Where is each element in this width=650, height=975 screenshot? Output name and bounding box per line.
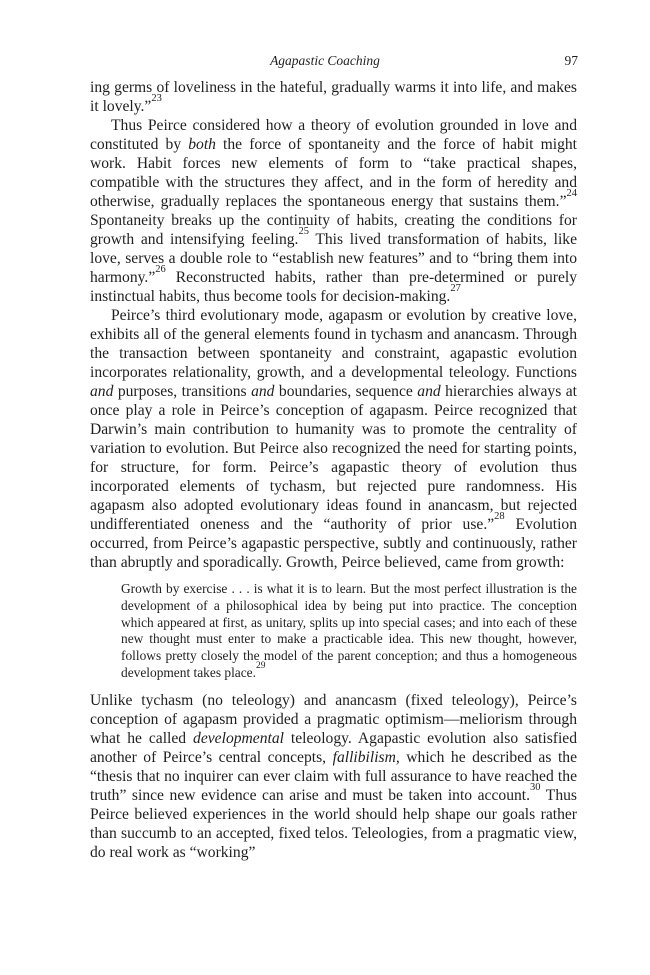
text-run: purposes, transitions <box>113 383 252 400</box>
text-run: the force of spontaneity and the force of habit might work. Habit forces new elements of form to “take practical shapes, compatible with the structures they affect, and in the form of heredity and otherwise, gradually replaces the spontaneous energy that sustains them.” <box>90 136 577 210</box>
text-run: hierarchies always at once play a role in Peirce’s conception of agapasm. Peirce recognized that Darwin’s main contribution to humanity was to promote the centrality of variation to evolution. But Peirce also recognized the need for starting points, for structure, for form. Peirce’s agapastic theory of evolution thus incorporated elements of tychasm, but rejected pure randomness. His agapasm also adopted evolutionary ideas found in anancasm, but rejected undifferentiated oneness and the “authority of prior use.” <box>90 383 577 533</box>
text-run: Evolution occurred, from Peirce’s agapastic perspective, subtly and continuously, rather than abruptly and sporadically. Growth, Peirce believed, came from growth: <box>90 516 578 571</box>
block-quote <box>121 581 577 682</box>
paragraph <box>90 116 577 306</box>
paragraph <box>90 78 577 116</box>
paragraph <box>90 691 577 862</box>
page-number: 97 <box>564 53 578 68</box>
italic-text: and <box>417 383 441 400</box>
italic-text: fallibilism, <box>332 748 400 766</box>
text-run: Thus Peirce believed experiences in the world should help shape our goals rather than succumb to an accepted, fixed telos. Teleologies, from a pragmatic view, do real work as “working” <box>90 786 577 861</box>
text-run: Growth by exercise . . . is what it is to learn. But the most perfect illustration is the development of a philosophical idea by being put into practice. The conception which appeared at first, as unitary, splits up into special cases; and into each of these new thought must enter to make a practicable idea. This new thought, however, follows pretty closely the model of the parent conception; and thus a homogeneous development takes place. <box>121 581 577 680</box>
italic-text: both <box>188 136 216 153</box>
paragraph <box>90 306 577 572</box>
footnote-ref: 26 <box>155 264 166 275</box>
text-run: Spontaneity breaks up the continuity of habits, creating the conditions for growth and intensifying feeling. <box>90 212 577 248</box>
text-run: Reconstructed habits, rather than pre-determined or purely instinctual habits, thus become tools for decision-making. <box>90 269 577 305</box>
running-title: Agapastic Coaching <box>270 53 380 68</box>
running-head <box>0 53 650 71</box>
footnote-ref: 28 <box>494 511 505 522</box>
text-run: Peirce’s third evolutionary mode, agapasm or evolution by creative love, exhibits all of the general elements found in tychasm and anancasm. Through the transaction between spontaneity and constraint, agapastic evolution incorporates relationality, growth, and a developmental teleology. Functions <box>90 307 577 381</box>
footnote-ref: 27 <box>450 283 461 294</box>
footnote-ref: 29 <box>255 660 266 671</box>
text-run: This lived transformation of habits, like love, serves a double role to “establish new features” and to “bring them into harmony.” <box>90 231 577 286</box>
italic-text: and <box>251 383 275 400</box>
text-run: boundaries, sequence <box>274 383 418 400</box>
text-run: which he described as the “thesis that no inquirer can ever claim with full assurance to have reached the truth” since new evidence can arise and must be taken into account. <box>90 748 577 804</box>
text-run: Thus Peirce considered how a theory of evolution grounded in love and constituted by <box>90 117 577 153</box>
text-run: Unlike tychasm (no teleology) and anancasm (fixed teleology), Peirce’s conception of agapasm provided a pragmatic optimism—meliorism through what he called <box>90 691 577 747</box>
text-run: teleology. Agapastic evolution also satisfied another of Peirce’s central concepts, <box>90 729 578 766</box>
footnote-ref: 24 <box>566 188 577 199</box>
footnote-ref: 30 <box>530 781 541 793</box>
italic-text: developmental <box>193 729 284 747</box>
italic-text: and <box>90 383 114 400</box>
footnote-ref: 23 <box>151 93 162 104</box>
footnote-ref: 25 <box>298 226 309 237</box>
text-run: ing germs of loveliness in the hateful, gradually warms it into life, and makes it lovely.” <box>90 79 577 115</box>
body-text <box>90 78 577 862</box>
